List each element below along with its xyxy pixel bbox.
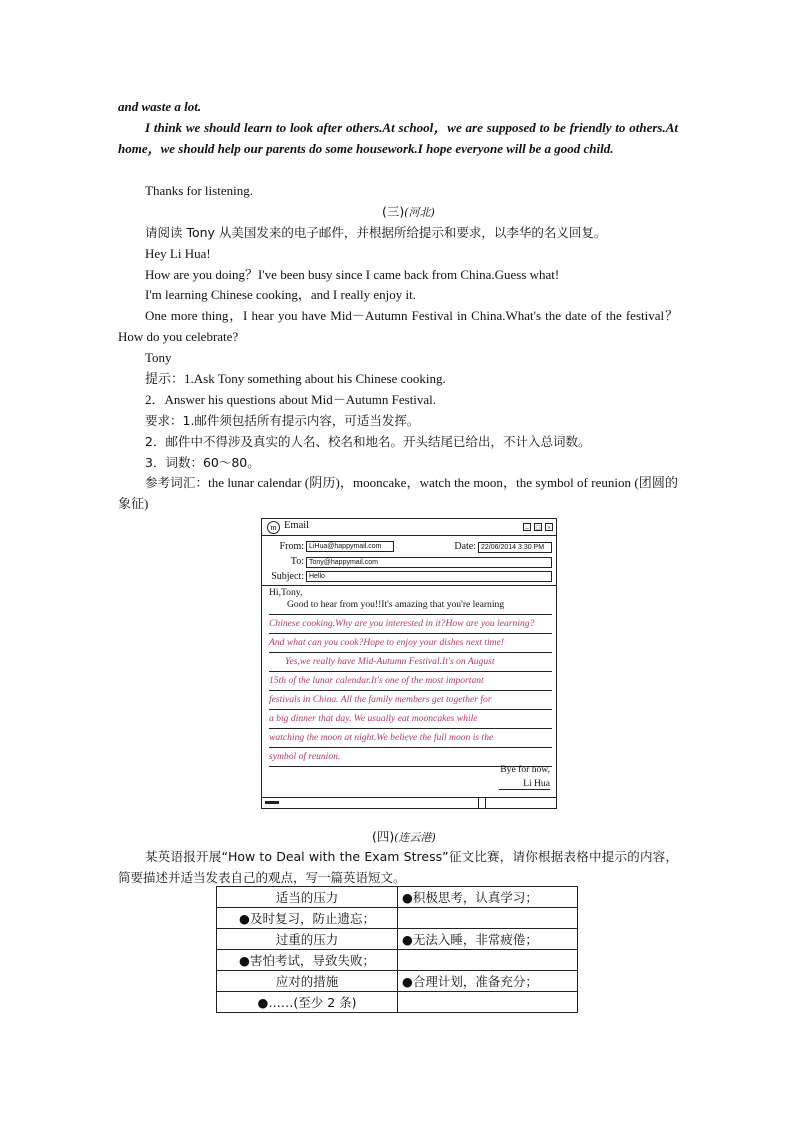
- window-title: Email: [284, 520, 310, 531]
- body-line: 15th of the lunar calendar.It's one of the most important: [269, 672, 552, 691]
- section-number: (三): [382, 204, 405, 219]
- date-field[interactable]: 22/06/2014 3:30 PM: [478, 542, 552, 553]
- hint-item: 提示：1.Ask Tony something about his Chinese cooking.: [145, 371, 446, 386]
- table-row: [217, 908, 578, 929]
- requirement-item: 要求：1.邮件须包括所有提示内容，可适当发挥。: [145, 413, 420, 428]
- table-cell: [398, 950, 578, 971]
- body-line: a big dinner that day. We usually eat mooncakes while: [269, 710, 552, 729]
- status-divider: [478, 798, 479, 808]
- reference-words: the lunar calendar (阴历)，mooncake，watch the moon，the symbol of reunion (团圆的象征): [118, 475, 678, 511]
- table-row: [217, 887, 578, 908]
- to-label: To:: [290, 556, 304, 567]
- requirement-item: 2．邮件中不得涉及真实的人名、校名和地名。开头结尾已给出，不计入总词数。: [145, 434, 591, 449]
- status-indicator: [265, 801, 279, 804]
- subject-field[interactable]: Hello: [306, 571, 552, 582]
- table-cell: 适当的压力: [217, 887, 398, 908]
- from-label: From:: [279, 541, 304, 552]
- body-line: festivals in China. All the family members get together for: [269, 691, 552, 710]
- table-cell: ●积极思考，认真学习；: [398, 887, 578, 908]
- table-cell: ●及时复习，防止遗忘；: [217, 908, 398, 929]
- close-icon[interactable]: ×: [545, 523, 553, 531]
- letter-line: One more thing，I hear you have Mid－Autumn Festival in China.What's the date of the festival？How do you celebrate?: [118, 308, 678, 344]
- body-line: watching the moon at night.We believe the full moon is the: [269, 729, 552, 748]
- table-cell: [398, 992, 578, 1013]
- email-window: [261, 518, 557, 809]
- hint-item: 2．Answer his questions about Mid－Autumn Festival.: [145, 392, 437, 407]
- instruction: 请阅读 Tony 从美国发来的电子邮件，并根据所给提示和要求，以李华的名义回复。: [145, 225, 607, 240]
- table-cell: 应对的措施: [217, 971, 398, 992]
- body-line: symbol of reunion.: [269, 748, 552, 767]
- letter-line: I'm learning Chinese cooking，and I really enjoy it.: [145, 287, 416, 302]
- minimize-icon[interactable]: –: [523, 523, 531, 531]
- subject-label: Subject:: [271, 571, 304, 582]
- email-titlebar: [262, 519, 556, 536]
- table-cell: ●合理计划，准备充分；: [398, 971, 578, 992]
- table-cell: 过重的压力: [217, 929, 398, 950]
- table-row: [217, 950, 578, 971]
- essay-thanks: Thanks for listening.: [145, 183, 253, 198]
- table-cell: ●害怕考试，导致失败；: [217, 950, 398, 971]
- maximize-icon[interactable]: □: [535, 524, 541, 532]
- reference-vocab: [118, 472, 678, 514]
- essay-paragraph: I think we should learn to look after others.At school，we are supposed to be friendly to others.At home，we should help our parents do some housework.I hope everyone will be a good child.: [118, 120, 678, 156]
- essay-line: and waste a lot.: [118, 99, 202, 114]
- stress-table: [216, 886, 578, 1013]
- table-cell: ●……(至少 2 条): [217, 992, 398, 1013]
- table-cell: [398, 908, 578, 929]
- table-row: [217, 929, 578, 950]
- body-line: And what can you cook?Hope to enjoy your dishes next time!: [269, 634, 552, 653]
- section-place: (河北): [404, 206, 435, 219]
- letter-line: How are you doing？I've been busy since I came back from China.Guess what!: [145, 267, 560, 282]
- section-place: (连云港): [394, 831, 436, 844]
- from-field[interactable]: LiHua@happymail.com: [306, 541, 394, 552]
- to-field[interactable]: Tony@happymail.com: [306, 557, 552, 568]
- body-line: Chinese cooking.Why are you interested in it?How are you learning?: [269, 615, 552, 634]
- letter-greeting: Hey Li Hua!: [145, 246, 211, 261]
- section-heading: [372, 826, 436, 848]
- instruction: 某英语报开展“How to Deal with the Exam Stress”征文比赛，请你根据表格中提示的内容，简要描述并适当发表自己的观点，写一篇英语短文。: [118, 849, 678, 885]
- email-greeting: Hi,Tony,: [269, 587, 303, 598]
- status-divider: [485, 798, 486, 808]
- mail-logo-icon: m: [267, 521, 280, 534]
- reference-label: 参考词汇：: [145, 475, 209, 490]
- header-divider: [262, 585, 556, 586]
- table-row: [217, 971, 578, 992]
- requirement-item: 3．词数：60～80。: [145, 455, 260, 470]
- email-closing: Bye for now,: [500, 764, 550, 775]
- email-signature: Li Hua: [499, 778, 550, 790]
- letter-signoff: Tony: [145, 350, 172, 365]
- table-cell: ●无法入睡，非常疲倦；: [398, 929, 578, 950]
- status-bar: [262, 797, 556, 808]
- table-row: [217, 992, 578, 1013]
- date-label: Date:: [454, 541, 476, 552]
- body-line: Good to hear from you!!It's amazing that you're learning: [269, 596, 552, 615]
- body-line: Yes,we really have Mid-Autumn Festival.It's on August: [269, 653, 552, 672]
- section-heading: [382, 201, 435, 223]
- section-number: (四): [372, 829, 395, 844]
